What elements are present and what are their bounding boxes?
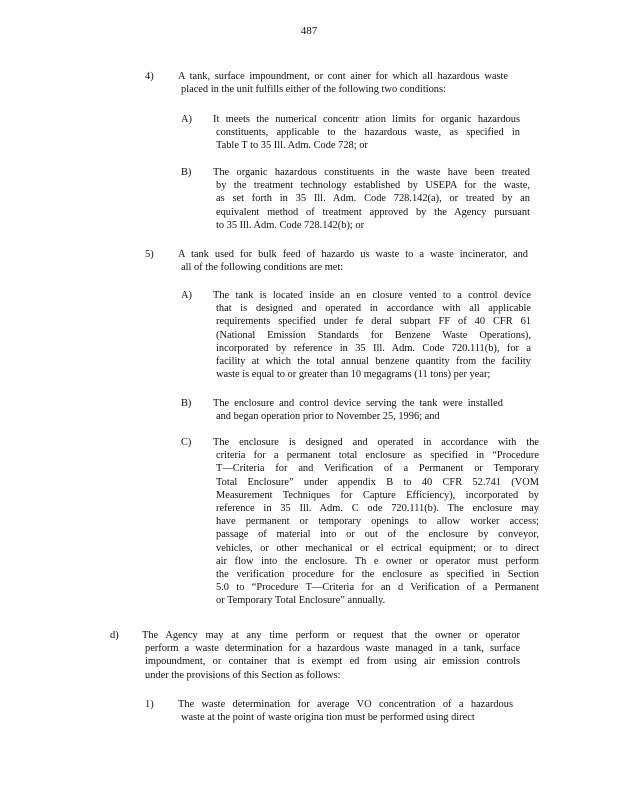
text-line: placed in the unit fulfills either of the following two conditions: — [181, 84, 446, 96]
text-line: or Temporary Total Enclosure” annually. — [216, 595, 386, 607]
text-line: the verification procedure for the enclosure as specified in Section — [216, 569, 539, 581]
text-line: 5.0 to “Procedure T—Criteria for an d Verification of a Permanent — [216, 582, 539, 594]
text-line: The enclosure and control device serving the tank were installed — [213, 398, 503, 409]
text-line: as set forth in 35 Ill. Adm. Code 728.142(a), or treated by an — [216, 193, 530, 205]
text-line: It meets the numerical concentr ation limits for organic hazardous — [213, 114, 520, 125]
text-line: (National Emission Standards for Benzene Waste Operations), — [216, 329, 531, 341]
item-text — [178, 248, 528, 274]
text-line: equivalent method of treatment approved by the Agency pursuant — [216, 206, 530, 218]
item-text — [213, 113, 520, 153]
text-line: all of the following conditions are met: — [181, 262, 344, 274]
item-marker: C) — [181, 437, 192, 448]
text-line: perform a waste determination for a hazardous waste managed in a tank, surface — [145, 643, 520, 655]
text-line: waste at the point of waste origina tion must be performed using direct — [181, 712, 475, 724]
item-text — [142, 629, 520, 682]
text-line: criteria for a permanent total enclosure as specified in “Procedure — [216, 450, 539, 462]
text-line: impoundment, or container that is exempt ed from using air emission controls — [145, 656, 520, 668]
text-line: to 35 Ill. Adm. Code 728.142(b); or — [216, 219, 365, 231]
text-line: requirements specified under fe deral subpart FF of 40 CFR 61 — [216, 316, 531, 328]
item-text — [213, 397, 503, 423]
text-line: Table T to 35 Ill. Adm. Code 728; or — [216, 140, 368, 152]
item-marker: B) — [181, 398, 192, 409]
item-marker: A) — [181, 290, 192, 301]
item-marker: d) — [110, 630, 119, 641]
text-line: The waste determination for average VO concentration of a hazardous — [178, 699, 513, 710]
text-line: The tank is located inside an en closure vented to a control device — [213, 290, 531, 301]
text-line: air flow into the enclosure. Th e owner or operator must perform — [216, 555, 539, 567]
text-line: reference in 35 Ill. Adm. C ode 720.111(b). The enclosure may — [216, 503, 539, 515]
text-line: constituents, applicable to the hazardous waste, as specified in — [216, 127, 520, 139]
text-line: T—Criteria for and Verification of a Permanent or Temporary — [216, 463, 539, 475]
text-line: have permanent or temporary openings to allow worker access; — [216, 516, 539, 528]
text-line: passage of material into or out of the enclosure by conveyor, — [216, 529, 539, 541]
item-marker: 5) — [145, 249, 154, 260]
text-line: vehicles, or other mechanical or el ectrical equipment; or to direct — [216, 542, 539, 554]
item-marker: B) — [181, 167, 192, 178]
item-text — [213, 436, 539, 608]
item-text — [213, 289, 531, 381]
text-line: by the treatment technology established by USEPA for the waste, — [216, 180, 530, 192]
text-line: The Agency may at any time perform or request that the owner or operator — [142, 630, 520, 641]
text-line: The organic hazardous constituents in the waste have been treated — [213, 167, 530, 178]
text-line: Measurement Techniques for Capture Efficiency), incorporated by — [216, 489, 539, 501]
item-marker: A) — [181, 114, 192, 125]
text-line: that is designed and operated in accordance with all applicable — [216, 303, 531, 315]
page-number: 487 — [300, 25, 318, 37]
text-line: Total Enclosure” under appendix B to 40 CFR 52.741 (VOM — [216, 476, 539, 488]
text-line: A tank, surface impoundment, or cont ainer for which all hazardous waste — [178, 71, 508, 82]
text-line: The enclosure is designed and operated in accordance with the — [213, 437, 539, 448]
text-line: under the provisions of this Section as follows: — [145, 669, 341, 681]
text-line: incorporated by reference in 35 Ill. Adm. Code 720.111(b), for a — [216, 342, 531, 354]
text-line: A tank used for bulk feed of hazardo us waste to a waste incinerator, and — [178, 249, 528, 260]
text-line: waste is equal to or greater than 10 megagrams (11 tons) per year; — [216, 369, 491, 381]
item-text — [213, 166, 530, 232]
item-marker: 4) — [145, 71, 154, 82]
item-marker: 1) — [145, 699, 154, 710]
text-line: facility at which the total annual benzene quantity from the facility — [216, 356, 531, 368]
text-line: and began operation prior to November 25, 1996; and — [216, 411, 440, 423]
item-text — [178, 698, 513, 724]
item-text — [178, 70, 508, 96]
